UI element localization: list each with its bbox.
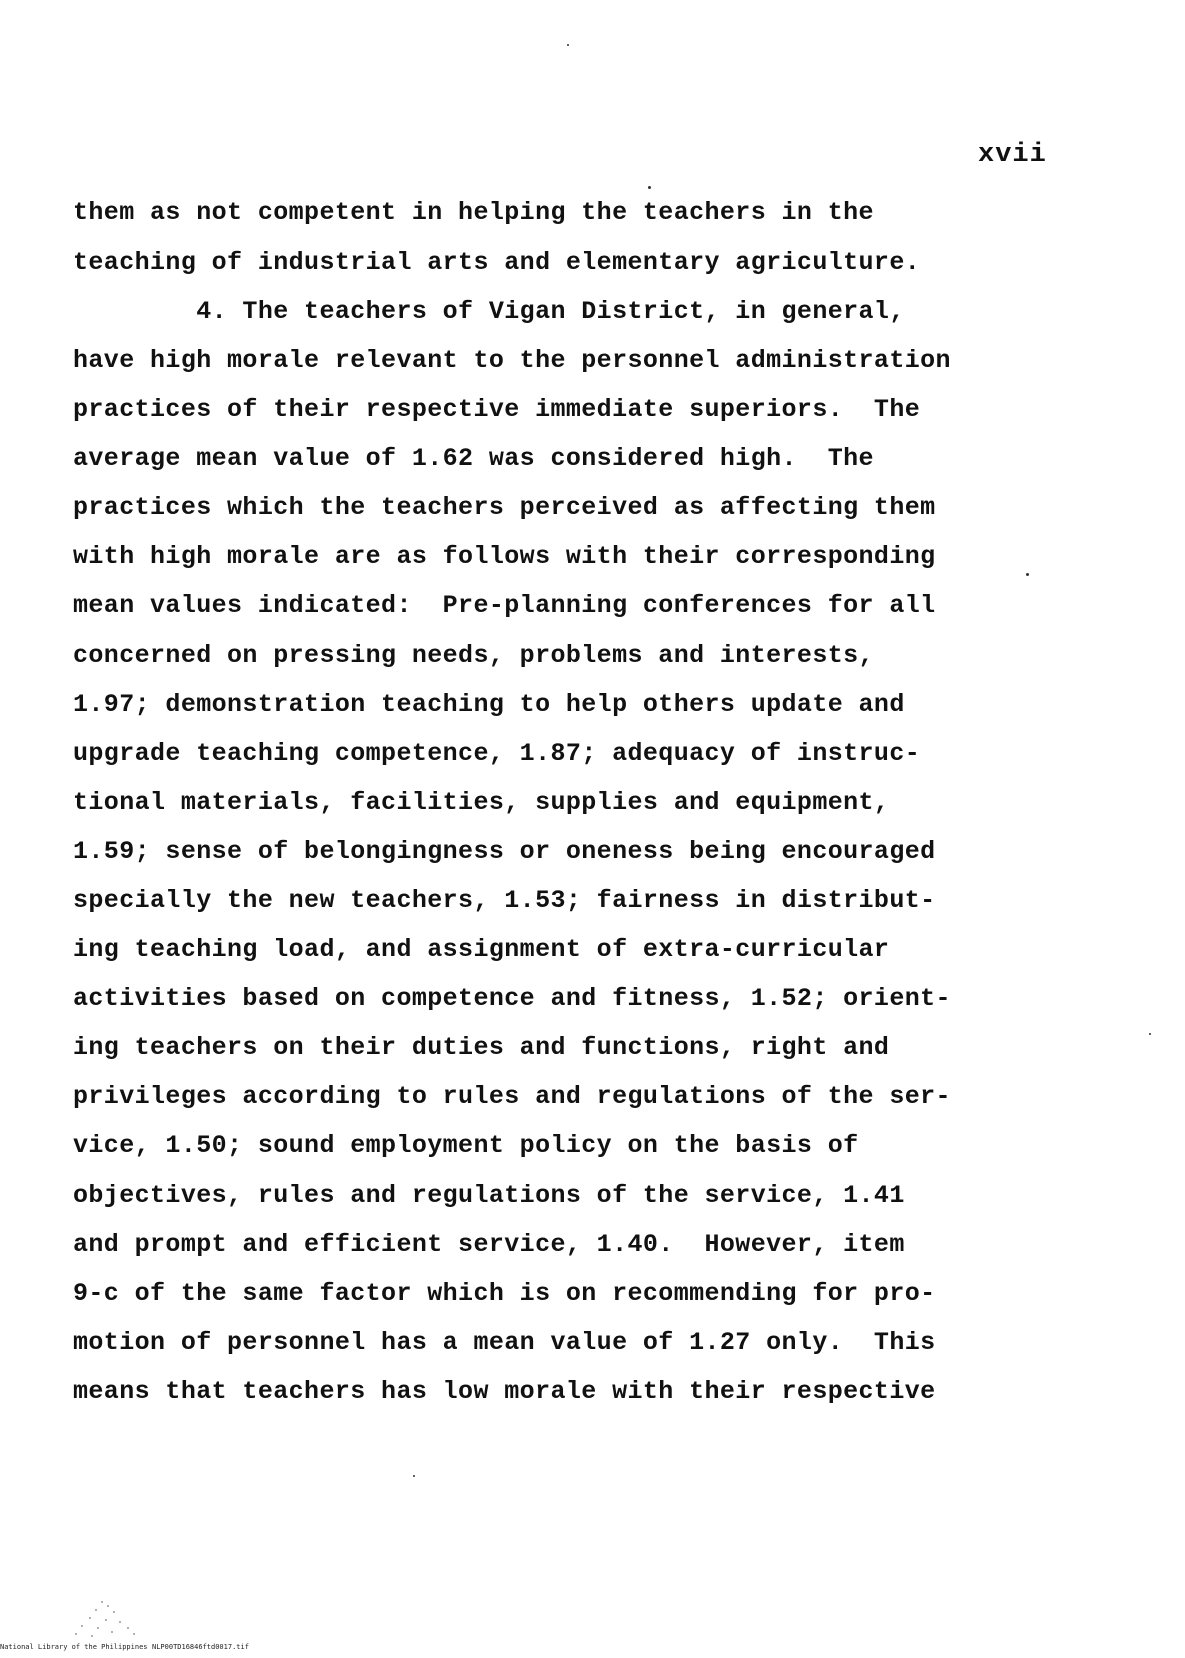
text-line: them as not competent in helping the teachers in the <box>73 198 874 227</box>
text-line: concerned on pressing needs, problems and interests, <box>73 641 874 670</box>
text-line: ing teaching load, and assignment of extra-curricular <box>73 935 890 964</box>
page-number: xvii <box>978 140 1047 170</box>
footer-file-name: NLP00TD16846ftd0017.tif <box>152 1643 249 1651</box>
text-line: objectives, rules and regulations of the service, 1.41 <box>73 1181 905 1210</box>
text-line: vice, 1.50; sound employment policy on the basis of <box>73 1131 859 1160</box>
footer-library: National Library of the Philippines <box>0 1643 148 1651</box>
text-line: activities based on competence and fitness, 1.52; orient- <box>73 984 951 1013</box>
text-line: have high morale relevant to the personnel administration <box>73 346 951 375</box>
text-line: 1.97; demonstration teaching to help others update and <box>73 690 905 719</box>
text-line: teaching of industrial arts and elementary agriculture. <box>73 248 921 277</box>
text-line: 4. The teachers of Vigan District, in general, <box>73 297 905 326</box>
text-line: ing teachers on their duties and functions, right and <box>73 1033 890 1062</box>
text-line: means that teachers has low morale with their respective <box>73 1377 936 1406</box>
text-line: privileges according to rules and regulations of the ser- <box>73 1082 951 1111</box>
scan-speck <box>1026 573 1029 576</box>
text-line: tional materials, facilities, supplies and equipment, <box>73 788 890 817</box>
text-line: average mean value of 1.62 was considered high. The <box>73 444 874 473</box>
text-line: and prompt and efficient service, 1.40. However, item <box>73 1230 905 1259</box>
text-line: specially the new teachers, 1.53; fairness in distribut- <box>73 886 936 915</box>
scan-speck <box>1149 1033 1151 1035</box>
text-line: 9-c of the same factor which is on recommending for pro- <box>73 1279 936 1308</box>
text-line: practices of their respective immediate superiors. The <box>73 395 921 424</box>
text-line: motion of personnel has a mean value of 1.27 only. This <box>73 1328 936 1357</box>
text-line: 1.59; sense of belongingness or oneness being encouraged <box>73 837 936 866</box>
scan-speck <box>648 186 651 189</box>
text-line: upgrade teaching competence, 1.87; adequacy of instruc- <box>73 739 921 768</box>
text-line: practices which the teachers perceived as affecting them <box>73 493 936 522</box>
text-line: mean values indicated: Pre-planning conferences for all <box>73 591 936 620</box>
scan-speck <box>413 1475 415 1477</box>
library-stamp-mark <box>62 1592 152 1640</box>
scan-speck <box>567 44 569 46</box>
text-line: with high morale are as follows with their corresponding <box>73 542 936 571</box>
